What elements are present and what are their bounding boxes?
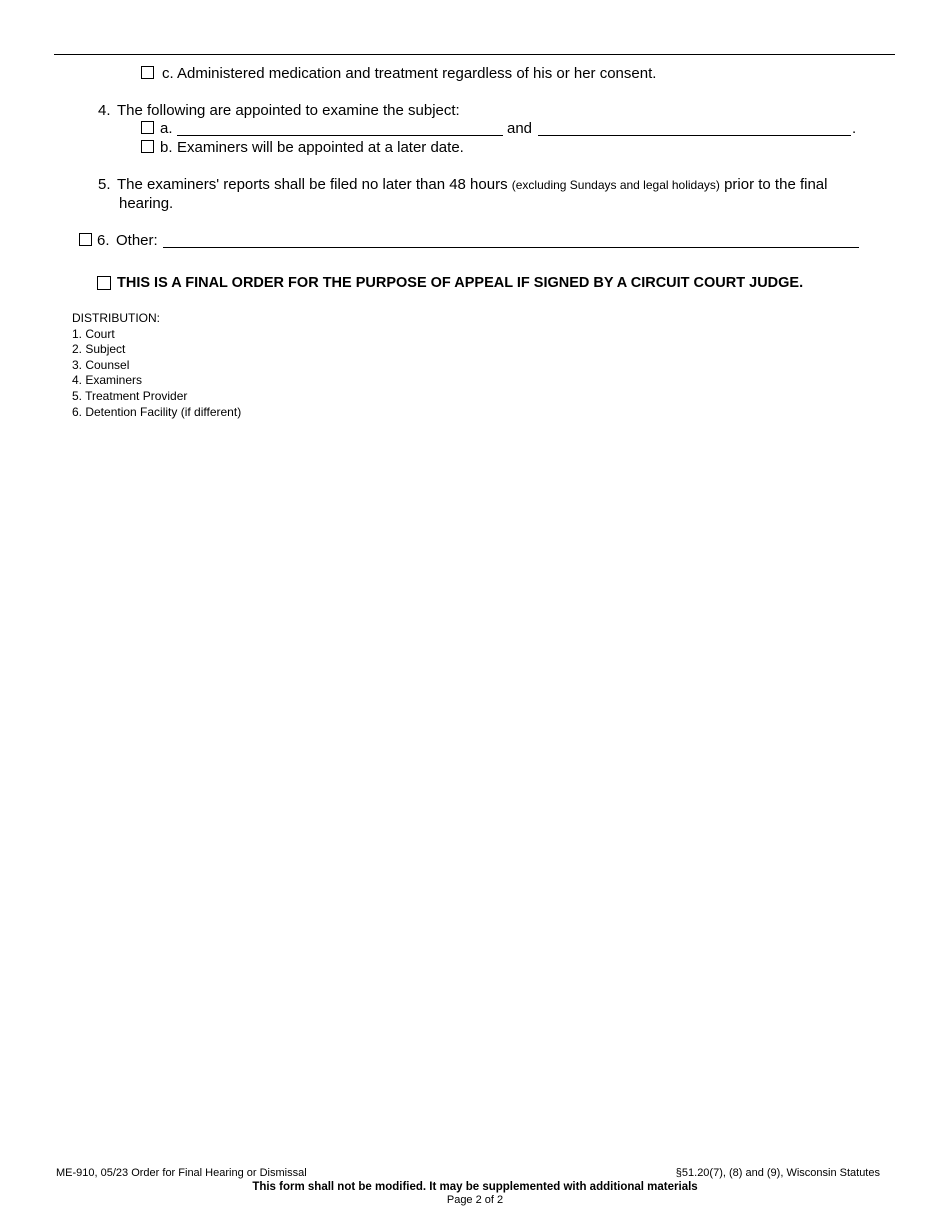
item-4b-text: Examiners will be appointed at a later date.	[177, 139, 464, 156]
footer-form-id: ME-910, 05/23 Order for Final Hearing or Dismissal	[56, 1167, 307, 1179]
distribution-item-examiners: 4. Examiners	[72, 373, 143, 388]
other-field[interactable]	[163, 247, 859, 248]
item-5-text-after: prior to the final	[724, 176, 828, 193]
item-3c-letter: c.	[162, 65, 174, 82]
item-4a-and: and	[507, 120, 533, 137]
footer-notice: This form shall not be modified. It may be supplemented with additional materials	[252, 1181, 698, 1193]
item-5-text-small: (excluding Sundays and legal holidays)	[511, 178, 720, 192]
item-4b-letter: b.	[160, 139, 173, 156]
item-6-label: Other:	[116, 232, 158, 249]
checkbox-examiners-named[interactable]	[141, 121, 154, 134]
item-4a-period: .	[852, 120, 857, 137]
distribution-item-court: 1. Court	[72, 326, 115, 341]
final-order-statement: THIS IS A FINAL ORDER FOR THE PURPOSE OF APPEAL IF SIGNED BY A CIRCUIT COURT JUDGE.	[117, 275, 804, 291]
item-5-text-line2: hearing.	[119, 195, 174, 212]
item-5-text	[117, 176, 827, 194]
footer-statute: §51.20(7), (8) and (9), Wisconsin Statutes	[675, 1167, 880, 1179]
distribution-item-subject: 2. Subject	[72, 342, 126, 357]
checkbox-final-order[interactable]	[97, 276, 111, 290]
item-4a-letter: a.	[160, 120, 173, 137]
distribution-item-treatment-provider: 5. Treatment Provider	[72, 388, 188, 403]
checkbox-examiners-later[interactable]	[141, 140, 154, 153]
distribution-list	[72, 311, 241, 420]
checkbox-administered-medication[interactable]	[141, 66, 154, 79]
distribution-item-detention-facility: 6. Detention Facility (if different)	[72, 404, 242, 419]
item-5-text-before: The examiners' reports shall be filed no later than 48 hours	[117, 176, 508, 193]
footer-page-number: Page 2 of 2	[446, 1194, 504, 1206]
examiner-2-field[interactable]	[538, 135, 851, 136]
item-4-text: The following are appointed to examine the subject:	[117, 102, 460, 119]
distribution-item-counsel: 3. Counsel	[72, 357, 130, 372]
item-3c-text: Administered medication and treatment regardless of his or her consent.	[177, 65, 657, 82]
examiner-1-field[interactable]	[177, 135, 503, 136]
item-4-number: 4.	[98, 102, 111, 119]
checkbox-other[interactable]	[79, 233, 92, 246]
distribution-heading: DISTRIBUTION:	[72, 311, 161, 325]
top-rule	[54, 54, 895, 55]
item-6-number: 6.	[97, 232, 110, 249]
item-5-number: 5.	[98, 176, 111, 193]
